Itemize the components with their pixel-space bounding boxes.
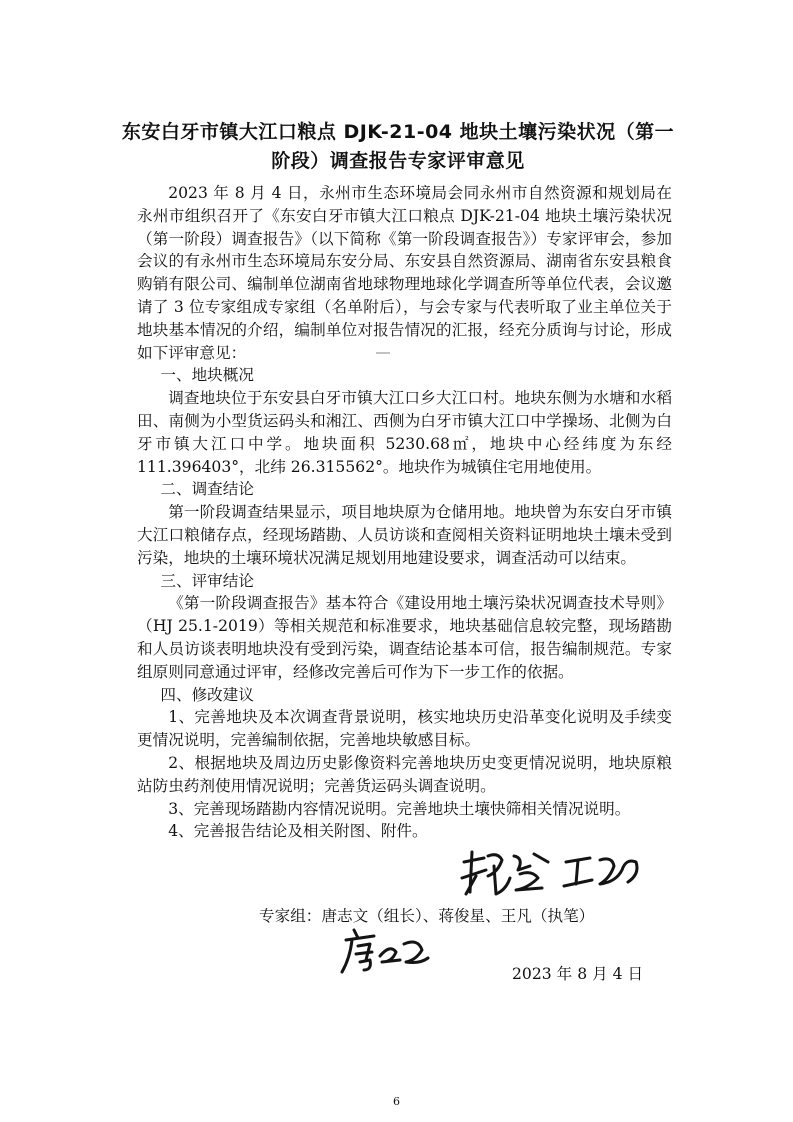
section-2-paragraph: 第一阶段调查结果显示，项目地块原为仓储用地。地块曾为东安白牙市镇大江口粮储存点，经现场踏勘、人员访谈和查阅相关资料证明地块土壤未受到污染，地块的土壤环境状况满足规划用地建设要求，调查活动可以结束。 (137, 503, 672, 567)
suggestion-3: 3、完善现场踏勘内容情况说明。完善地块土壤快筛相关情况说明。 (168, 799, 631, 818)
signature-jiang (458, 848, 558, 900)
signature-wang (560, 852, 646, 892)
expert-group-line: 专家组：唐志文（组长）、蒋俊星、王凡（执笔） (259, 907, 595, 925)
scan-mark (376, 352, 390, 354)
section-1-paragraph: 调查地块位于东安县白牙市镇大江口乡大江口村。地块东侧为水塘和水稻田、南侧为小型货运码头和湘江、西侧为白牙市镇大江口中学操场、北侧为白牙市镇大江口中学。地块面积 5230.68㎡，地块中心经纬度为东经 111.396403°，北纬 26.315562°。地块作为城镇住宅用地使用。 (137, 389, 672, 476)
document-body (137, 182, 672, 843)
section-heading-3: 三、评审结论 (160, 571, 254, 590)
suggestion-2: 2、根据地块及周边历史影像资料完善地块历史变更情况说明，地块原粮站防虫药剂使用情况说明；完善货运码头调查说明。 (137, 753, 672, 795)
section-3-paragraph: 《第一阶段调查报告》基本符合《建设用地土壤污染状况调查技术导则》（HJ 25.1-2019）等相关规范和标准要求，地块基础信息较完整，现场踏勘和人员访谈表明地块没有受到污染，调查结论基本可信，报告编制规范。专家组原则同意通过评审，经修改完善后可作为下一步工作的依据。 (137, 594, 672, 681)
section-heading-1: 一、地块概况 (160, 366, 254, 385)
signature-date: 2023 年 8 月 4 日 (512, 965, 644, 983)
document-title: 东安白牙市镇大江口粮点 DJK-21-04 地块土壤污染状况（第一阶段）调查报告专家评审意见 (121, 121, 675, 172)
section-heading-2: 二、调查结论 (160, 480, 254, 499)
signature-tang (340, 926, 432, 976)
suggestion-4: 4、完善报告结论及相关附图、附件。 (168, 822, 428, 841)
page-number: 6 (393, 1095, 400, 1108)
suggestion-1: 1、完善地块及本次调查背景说明，核实地块历史沿革变化说明及手续变更情况说明，完善编制依据，完善地块敏感目标。 (137, 708, 672, 750)
intro-paragraph: 2023 年 8 月 4 日，永州市生态环境局会同永州市自然资源和规划局在永州市组织召开了《东安白牙市镇大江口粮点 DJK-21-04 地块土壤污染状况（第一阶段）调查报告》（以下简称《第一阶段调查报告》）专家评审会，参加会议的有永州市生态环境局东安分局、东安县自然资源局、湖南省东安县粮食购销有限公司、编制单位湖南省地球物理地球化学调查所等单位代表，会议邀请了 3 位专家组成专家组（名单附后），与会专家与代表听取了业主单位关于地块基本情况的介绍，编制单位对报告情况的汇报，经充分质询与讨论，形成如下评审意见： (137, 184, 672, 362)
section-heading-4: 四、修改建议 (160, 685, 254, 704)
